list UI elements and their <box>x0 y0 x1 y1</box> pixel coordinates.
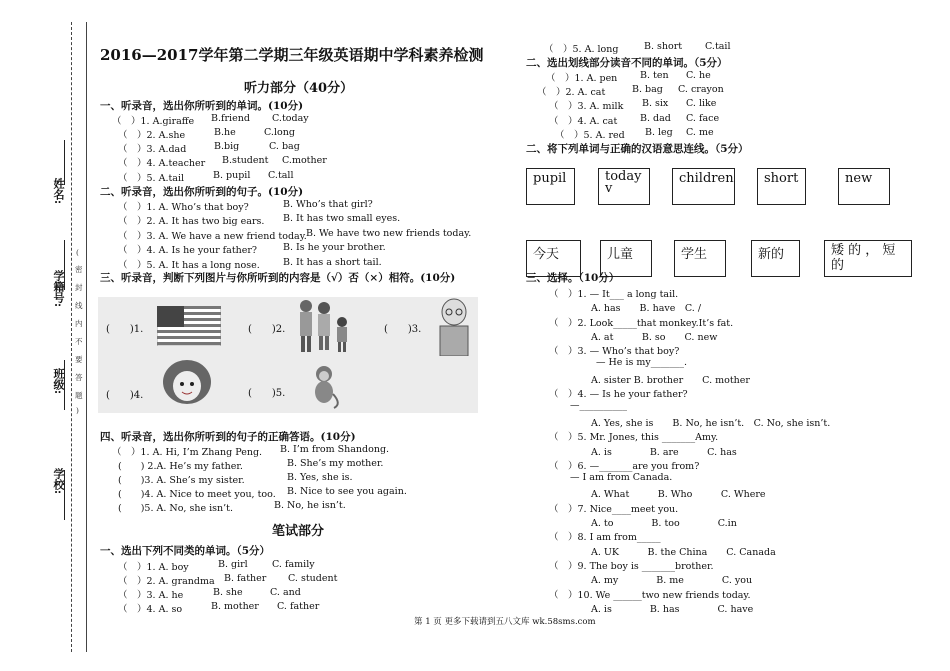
exam-title: 2016—2017学年第二学期三年级英语期中学科素养检测 <box>100 46 484 64</box>
writing-s2-title: 二、选出划线部分读音不同的单词。（5分） <box>526 57 728 69</box>
girl-image <box>160 360 214 414</box>
list-item: （ ）4. A. so <box>118 604 183 615</box>
question-stem: （ ）5. Mr. Jones, this _______Amy. <box>549 432 719 443</box>
school-label: 学校: <box>52 468 65 495</box>
seal-char: 线 <box>75 301 83 310</box>
chinese-meaning-box: 儿童 <box>600 240 652 277</box>
english-word-box: children <box>672 168 735 205</box>
question-options: A. has B. have C. / <box>591 303 702 314</box>
question-stem: （ ）9. The boy is _______brother. <box>549 561 714 572</box>
list-item-b: B. mother <box>211 601 259 612</box>
question-options: A. at B. so C. new <box>591 332 718 343</box>
list-item: （ ）5. A. long <box>544 44 619 55</box>
seal-char: 不 <box>75 337 83 346</box>
list-item: （ ）3. A.dad <box>118 144 187 155</box>
seal-char: 封 <box>75 283 83 292</box>
list-item: （ ）5. A.tail <box>118 173 185 184</box>
list-item: ( ) 2.A. He’s my father. <box>118 461 243 472</box>
list-item: （ ）4. A. Is he your father? <box>118 245 258 256</box>
list-item-b: B. six <box>642 98 669 109</box>
list-item-c: C.long <box>264 127 295 138</box>
list-item-c: C. father <box>277 601 320 612</box>
family-image <box>292 298 354 354</box>
list-item: （ ）1. A. pen <box>546 73 618 84</box>
list-item-b: B. I’m from Shandong. <box>280 444 390 455</box>
picture-label: ( )5. <box>248 388 286 399</box>
question-stem: （ ）8. I am from_____ <box>549 532 661 543</box>
question-options: A. What B. Who C. Where <box>591 489 766 500</box>
picture-label: ( )3. <box>384 324 422 335</box>
list-item-c: C. me <box>686 127 714 138</box>
seal-char: 内 <box>75 319 83 328</box>
list-item: （ ）2. A. grandma <box>118 576 215 587</box>
question-options: A. UK B. the China C. Canada <box>591 547 776 558</box>
chinese-meaning-box: 学生 <box>674 240 726 277</box>
list-item-b: B. bag <box>632 84 663 95</box>
chinese-meaning-box: 今天 <box>526 240 581 277</box>
seal-char: ( <box>76 248 79 257</box>
picture-label: ( )1. <box>106 324 144 335</box>
picture-strip <box>98 297 478 413</box>
picture-label: ( )2. <box>248 324 286 335</box>
list-item: ( )3. A. She’s my sister. <box>118 475 245 486</box>
english-word-box: short <box>757 168 806 205</box>
writing-s4-title: 三、选择。（10分） <box>526 272 620 284</box>
list-item-b: B. Yes, she is. <box>287 472 353 483</box>
list-item-b: B. We have two new friends today. <box>306 228 472 239</box>
list-item-b: B. It has a short tail. <box>283 257 382 268</box>
list-item-c: C. student <box>288 573 338 584</box>
list-item: （ ）2. A.she <box>118 130 186 141</box>
question-options: A. is B. are C. has <box>591 447 737 458</box>
list-item: （ ）3. A. he <box>118 590 184 601</box>
list-item-c: C. crayon <box>678 84 724 95</box>
list-item: （ ）5. A. It has a long nose. <box>118 260 260 271</box>
question-stem: （ ）2. Look_____that monkey.It’s fat. <box>549 318 734 329</box>
list-item-b: B. No, he isn’t. <box>274 500 346 511</box>
list-item-b: B. ten <box>640 70 669 81</box>
question-options: A. Yes, she is B. No, he isn’t. C. No, she isn’t. <box>591 418 831 429</box>
writing-s3-title: 二、将下列单词与正确的汉语意思连线。（5分） <box>526 143 749 155</box>
chinese-meaning-box: 矮 的 ， 短的 <box>824 240 912 277</box>
list-item-b: B. It has two small eyes. <box>283 213 401 224</box>
list-item: （ ）3. A. milk <box>549 101 624 112</box>
monkey-image <box>306 364 342 410</box>
list-item: ( )5. A. No, she isn’t. <box>118 503 233 514</box>
list-item-c: C. bag <box>269 141 300 152</box>
page-footer: 第 1 页 更多下载请到五八文库 wk.58sms.com <box>414 617 596 627</box>
picture-label: ( )4. <box>106 390 144 401</box>
question-options: A. my B. me C. you <box>591 575 753 586</box>
class-field-line <box>64 360 65 410</box>
list-item-b: B. girl <box>218 559 248 570</box>
question-stem: （ ）4. — Is he your father? <box>549 389 688 400</box>
english-word-box: today v <box>598 168 650 205</box>
question-options: A. to B. too C.in <box>591 518 737 529</box>
question-options: A. is B. has C. have <box>591 604 754 615</box>
school-field-line <box>64 470 65 520</box>
list-item-c: C.tall <box>268 170 294 181</box>
writing-s1-title: 一、选出下列不同类的单词。（5分） <box>100 545 271 557</box>
question-stem: （ ）3. — Who’s that boy? <box>549 346 680 357</box>
seal-char: 题 <box>75 391 83 400</box>
english-word-box: pupil <box>526 168 575 205</box>
question-stem: （ ）1. — It___ a long tail. <box>549 289 679 300</box>
usa-flag-image <box>157 306 221 346</box>
listening-s2-title: 二、听录音，选出你所听到的句子。(10分) <box>100 186 304 198</box>
list-item-c: C.mother <box>282 155 327 166</box>
question-stem-line2: — I am from Canada. <box>570 472 673 483</box>
list-item: （ ）1. A. Who’s that boy? <box>118 202 249 213</box>
seal-char: 密 <box>75 265 83 274</box>
list-item-b: B. father <box>224 573 267 584</box>
question-stem: （ ）10. We ______two new friends today. <box>549 590 751 601</box>
list-item: （ ）2. A. cat <box>537 87 606 98</box>
student-no-field-line <box>64 240 65 290</box>
listening-s4-title: 四、听录音，选出你所听到的句子的正确答语。(10分) <box>100 431 356 443</box>
name-field-line <box>64 140 65 185</box>
list-item-b: B. pupil <box>213 170 251 181</box>
list-item-c: C. he <box>686 70 711 81</box>
writing-heading: 笔试部分 <box>272 524 325 539</box>
list-item-b: B. short <box>644 41 683 52</box>
list-item: （ ）2. A. It has two big ears. <box>118 216 265 227</box>
chinese-meaning-box: 新的 <box>751 240 800 277</box>
listening-s3-title: 三、听录音，判断下列图片与你所听到的内容是（√）否（×）相符。(10分) <box>100 272 456 284</box>
question-stem: （ ）6. —_______are you from? <box>549 461 700 472</box>
list-item: （ ）4. A.teacher <box>118 158 206 169</box>
binding-dashed-line <box>71 22 72 652</box>
list-item-b: B. Is he your brother. <box>283 242 386 253</box>
list-item-c: C. like <box>686 98 717 109</box>
list-item-b: B.student <box>222 155 269 166</box>
list-item: （ ）5. A. red <box>555 130 625 141</box>
class-label: 班级: <box>52 368 65 395</box>
question-stem: （ ）7. Nice____meet you. <box>549 504 679 515</box>
listening-heading: 听力部分（40分） <box>244 81 354 96</box>
question-stem-line2: — He is my_______. <box>596 357 688 368</box>
list-item-b: B. Who’s that girl? <box>283 199 373 210</box>
list-item-c: C.tail <box>705 41 731 52</box>
list-item: （ ）1. A.giraffe <box>112 116 195 127</box>
list-item-c: C. face <box>686 113 720 124</box>
english-word-box: new <box>838 168 890 205</box>
list-item: ( )4. A. Nice to meet you, too. <box>118 489 276 500</box>
seal-char: 要 <box>75 355 83 364</box>
list-item-c: C.today <box>272 113 309 124</box>
list-item-b: B. She’s my mother. <box>287 458 384 469</box>
list-item-b: B. leg <box>645 127 673 138</box>
seal-char: ) <box>76 406 79 415</box>
list-item-b: B.big <box>214 141 240 152</box>
list-item-b: B. she <box>213 587 243 598</box>
student-no-label: 学籍号: <box>52 270 65 308</box>
list-item-b: B. dad <box>640 113 671 124</box>
list-item-c: C. and <box>270 587 301 598</box>
list-item: （ ）1. A. boy <box>118 562 189 573</box>
list-item-b: B.friend <box>211 113 250 124</box>
list-item-c: C. family <box>272 559 315 570</box>
name-label: 姓名: <box>52 178 65 205</box>
list-item: （ ）4. A. cat <box>549 116 618 127</box>
question-options: A. sister B. brother C. mother <box>591 375 750 386</box>
seal-char: 答 <box>75 373 83 382</box>
list-item: （ ）1. A. Hi, I’m Zhang Peng. <box>112 447 263 458</box>
listening-s1-title: 一、听录音，选出你所听到的单词。(10分) <box>100 100 304 112</box>
grandpa-image <box>434 298 474 356</box>
list-item: （ ）3. A. We have a new friend today. <box>118 231 307 242</box>
binding-solid-line <box>86 22 87 652</box>
question-stem-line2: —__________ <box>570 400 627 411</box>
list-item-b: B. Nice to see you again. <box>287 486 407 497</box>
list-item-b: B.he <box>214 127 236 138</box>
